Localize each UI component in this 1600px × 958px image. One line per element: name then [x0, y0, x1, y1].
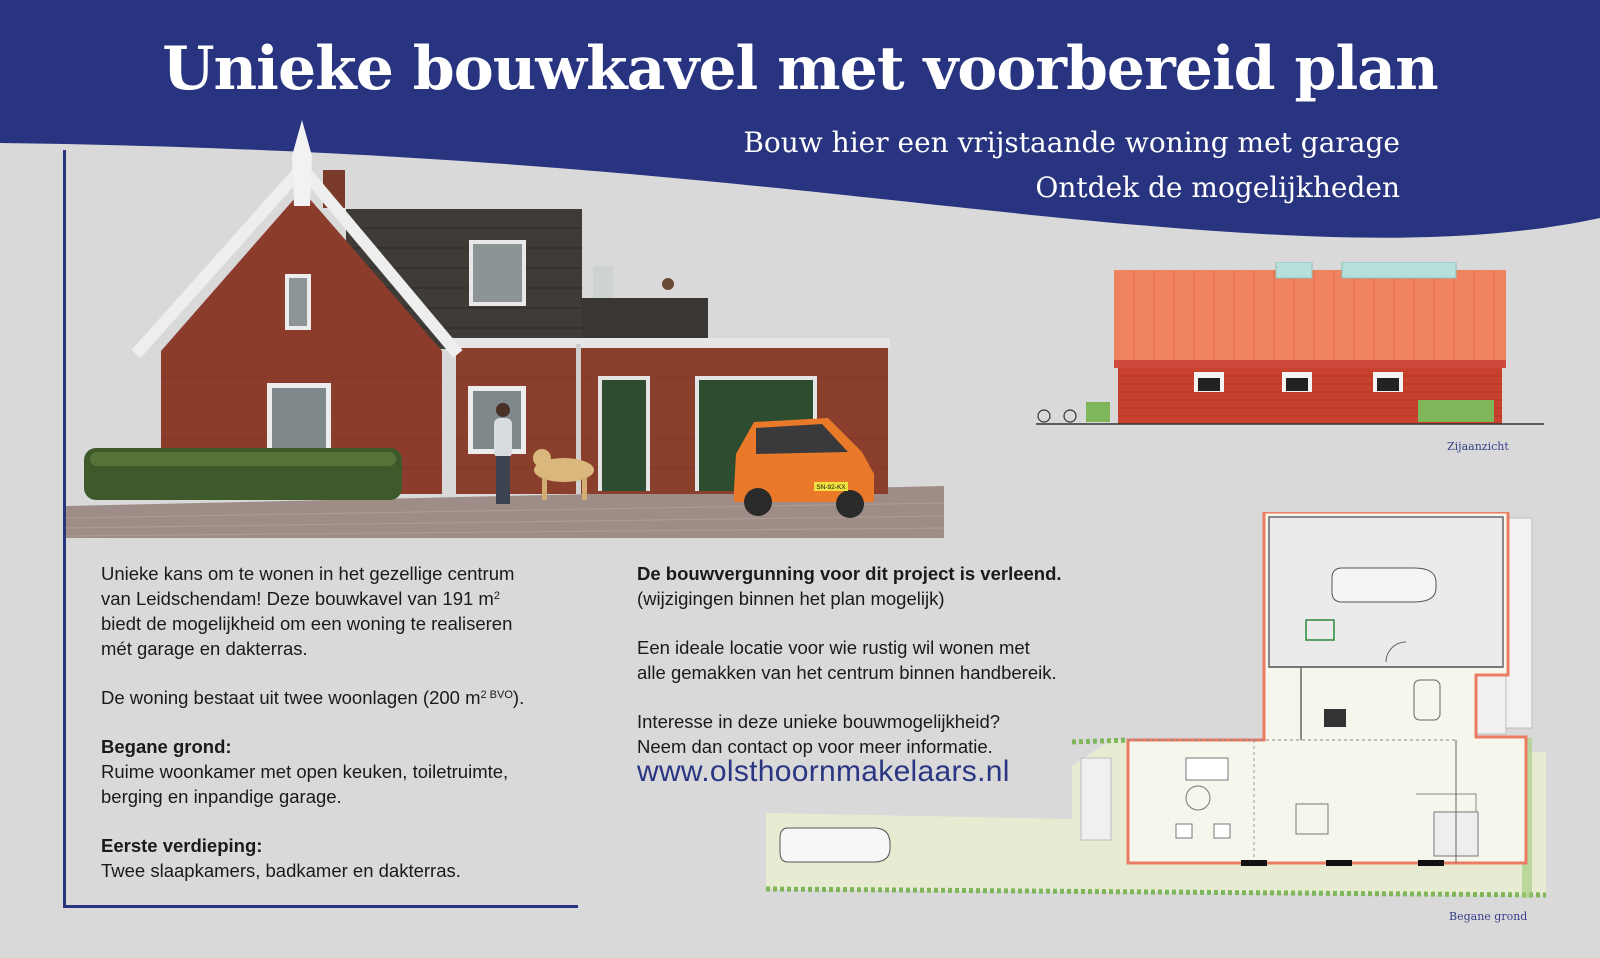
description-left: [101, 561, 596, 883]
superscript-2: 2: [493, 590, 500, 602]
levels-line: De woning bestaat uit twee woonlagen (200 $m^{2 BVO}$).: [101, 687, 525, 708]
car-plate: SN-92-KX: [816, 484, 846, 491]
side-elevation-drawing: [1036, 262, 1544, 440]
permit-note: (wijzigingen binnen het plan mogelijk): [637, 588, 945, 609]
house-rendering: [66, 118, 944, 538]
intro-line-2: van Leidschendam! Deze bouwkavel van 191 $m^2$: [101, 588, 500, 609]
side-elevation-caption: Zijaanzicht: [1447, 440, 1509, 453]
first-floor-line-1: Twee slaapkamers, badkamer en dakterras.: [101, 860, 461, 881]
ground-floor-heading: Begane grond:: [101, 736, 232, 757]
permit-heading: De bouwvergunning voor dit project is verleend.: [637, 563, 1062, 584]
subtitle-possibilities: Ontdek de mogelijkheden: [1035, 171, 1400, 204]
location-line-1: Een ideale locatie voor wie rustig wil wonen met: [637, 637, 1030, 658]
page-title: Unieke bouwkavel met voorbereid plan: [162, 34, 1438, 104]
superscript-bvo: 2 BVO: [480, 689, 513, 701]
intro-line-3: biedt de mogelijkheid om een woning te realiseren: [101, 613, 513, 634]
website-link[interactable]: www.olsthoornmakelaars.nl: [637, 755, 1010, 788]
subtitle-garage: Bouw hier een vrijstaande woning met garage: [743, 126, 1400, 159]
ground-floor-line-2: berging en inpandige garage.: [101, 786, 342, 807]
contact-line-2: Neem dan contact op voor meer informatie.: [637, 736, 993, 757]
first-floor-heading: Eerste verdieping:: [101, 835, 263, 856]
intro-line-4: mét garage en dakterras.: [101, 638, 308, 659]
location-line-2: alle gemakken van het centrum binnen handbereik.: [637, 662, 1057, 683]
floorplan-caption: Begane grond: [1449, 910, 1528, 923]
frame-line-horizontal: [63, 905, 578, 908]
intro-line-1: Unieke kans om te wonen in het gezellige centrum: [101, 563, 515, 584]
description-right: [637, 561, 1107, 788]
ground-floor-line-1: Ruime woonkamer met open keuken, toiletruimte,: [101, 761, 509, 782]
contact-line-1: Interesse in deze unieke bouwmogelijkheid?: [637, 711, 1001, 732]
